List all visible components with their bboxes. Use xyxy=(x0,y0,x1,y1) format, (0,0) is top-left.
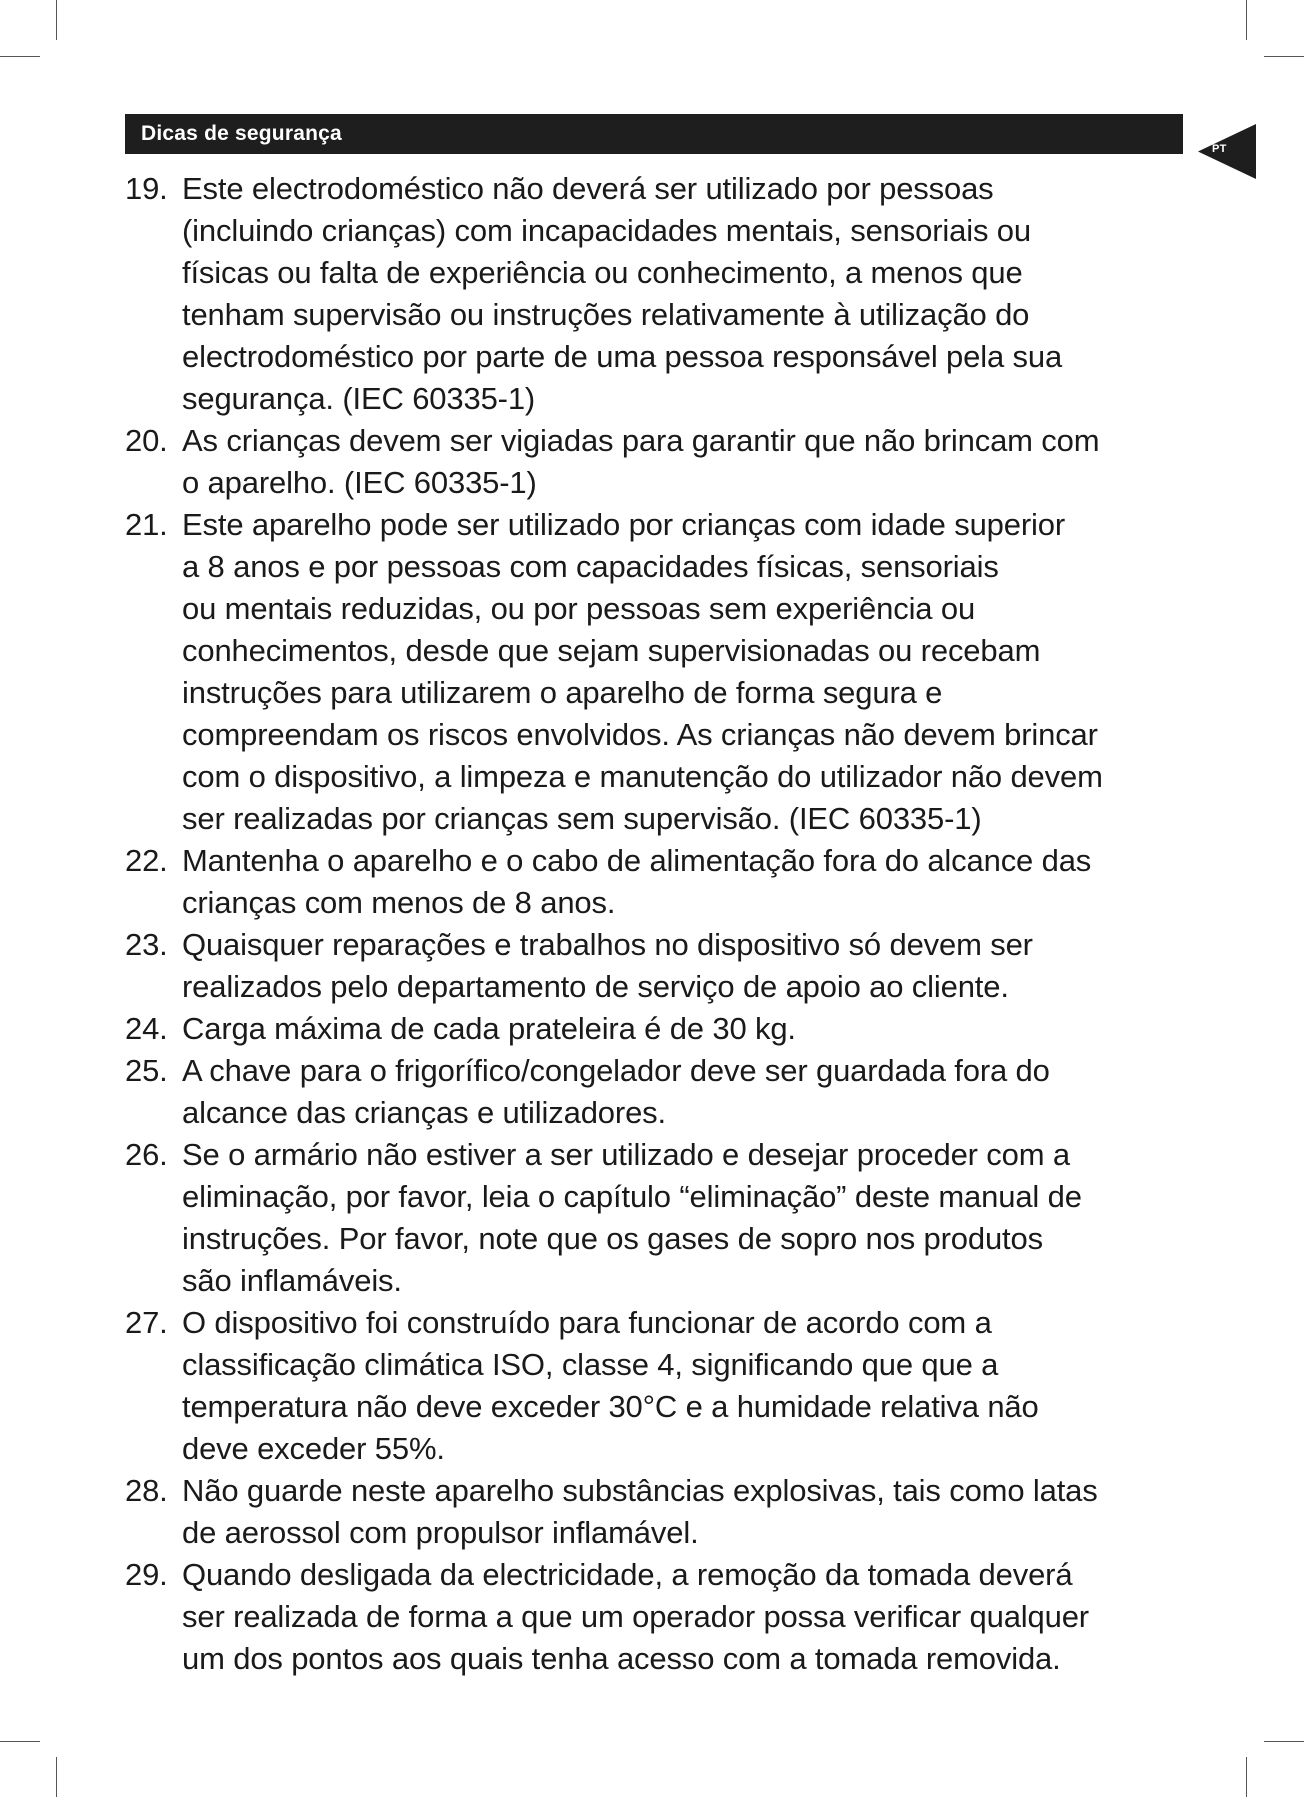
item-number: 29. xyxy=(125,1557,168,1592)
crop-mark-bottom-right-v xyxy=(1246,1757,1247,1797)
item-text-line: deve exceder 55%. xyxy=(182,1431,445,1466)
item-number: 26. xyxy=(125,1137,168,1172)
crop-mark-top-left-v xyxy=(56,0,57,40)
item-text-line: Não guarde neste aparelho substâncias explosivas, tais como latas xyxy=(182,1473,1098,1508)
language-tab xyxy=(1198,124,1256,179)
item-number: 20. xyxy=(125,423,168,458)
list-item xyxy=(125,1302,1195,1470)
item-number: 27. xyxy=(125,1305,168,1340)
item-text-line: com o dispositivo, a limpeza e manutenção do utilizador não devem xyxy=(182,759,1103,794)
list-item xyxy=(125,924,1195,1008)
list-item xyxy=(125,1134,1195,1302)
list-item xyxy=(125,840,1195,924)
language-tab-label: PT xyxy=(1212,143,1227,155)
list-item xyxy=(125,1050,1195,1134)
item-text-line: instruções para utilizarem o aparelho de forma segura e xyxy=(182,675,943,710)
item-text-line: ou mentais reduzidas, ou por pessoas sem experiência ou xyxy=(182,591,976,626)
crop-mark-top-left-h xyxy=(0,56,40,57)
item-text-line: de aerossol com propulsor inflamável. xyxy=(182,1515,699,1550)
item-text-line: físicas ou falta de experiência ou conhecimento, a menos que xyxy=(182,255,1023,290)
item-text-line: A chave para o frigorífico/congelador deve ser guardada fora do xyxy=(182,1053,1050,1088)
item-text-line: electrodoméstico por parte de uma pessoa responsável pela sua xyxy=(182,339,1063,374)
language-tab-triangle xyxy=(1198,124,1256,179)
list-item xyxy=(125,1554,1195,1680)
item-text-line: instruções. Por favor, note que os gases de sopro nos produtos xyxy=(182,1221,1043,1256)
item-text-line: Este electrodoméstico não deverá ser utilizado por pessoas xyxy=(182,171,994,206)
item-text-line: compreendam os riscos envolvidos. As crianças não devem brincar xyxy=(182,717,1098,752)
item-text-line: eliminação, por favor, leia o capítulo “eliminação” deste manual de xyxy=(182,1179,1082,1214)
item-text-line: segurança. (IEC 60335-1) xyxy=(182,381,536,416)
item-number: 28. xyxy=(125,1473,168,1508)
list-item xyxy=(125,504,1195,840)
crop-mark-top-right-h xyxy=(1264,56,1304,57)
crop-mark-bottom-left-v xyxy=(56,1757,57,1797)
item-text-line: crianças com menos de 8 anos. xyxy=(182,885,616,920)
crop-mark-bottom-left-h xyxy=(0,1741,40,1742)
item-text-line: Este aparelho pode ser utilizado por crianças com idade superior xyxy=(182,507,1066,542)
item-text-line: ser realizadas por crianças sem supervisão. (IEC 60335-1) xyxy=(182,801,982,836)
item-text-line: o aparelho. (IEC 60335-1) xyxy=(182,465,537,500)
item-text-line: Se o armário não estiver a ser utilizado e desejar proceder com a xyxy=(182,1137,1070,1172)
item-number: 23. xyxy=(125,927,168,962)
item-number: 21. xyxy=(125,507,168,542)
item-text-line: realizados pelo departamento de serviço de apoio ao cliente. xyxy=(182,969,1009,1004)
item-text-line: Quando desligada da electricidade, a remoção da tomada deverá xyxy=(182,1557,1073,1592)
item-text-line: temperatura não deve exceder 30°C e a humidade relativa não xyxy=(182,1389,1039,1424)
safety-tips-list xyxy=(125,168,1195,1680)
item-number: 25. xyxy=(125,1053,168,1088)
item-text-line: conhecimentos, desde que sejam supervisionadas ou recebam xyxy=(182,633,1041,668)
section-header-bar xyxy=(125,114,1183,154)
crop-mark-top-right-v xyxy=(1246,0,1247,40)
item-text-line: Mantenha o aparelho e o cabo de alimentação fora do alcance das xyxy=(182,843,1092,878)
item-text-line: tenham supervisão ou instruções relativamente à utilização do xyxy=(182,297,1030,332)
item-text-line: Quaisquer reparações e trabalhos no dispositivo só devem ser xyxy=(182,927,1033,962)
item-number: 22. xyxy=(125,843,168,878)
item-text-line: um dos pontos aos quais tenha acesso com a tomada removida. xyxy=(182,1641,1061,1676)
item-text-line: a 8 anos e por pessoas com capacidades físicas, sensoriais xyxy=(182,549,999,584)
list-item xyxy=(125,1008,1195,1050)
item-text-line: alcance das crianças e utilizadores. xyxy=(182,1095,666,1130)
item-text-line: (incluindo crianças) com incapacidades mentais, sensoriais ou xyxy=(182,213,1031,248)
list-item xyxy=(125,420,1195,504)
item-number: 19. xyxy=(125,171,168,206)
list-item xyxy=(125,1470,1195,1554)
item-text-line: O dispositivo foi construído para funcionar de acordo com a xyxy=(182,1305,992,1340)
item-number: 24. xyxy=(125,1011,168,1046)
crop-mark-bottom-right-h xyxy=(1264,1741,1304,1742)
item-text-line: são inflamáveis. xyxy=(182,1263,402,1298)
list-item xyxy=(125,168,1195,420)
item-text-line: classificação climática ISO, classe 4, significando que que a xyxy=(182,1347,999,1382)
item-text-line: Carga máxima de cada prateleira é de 30 kg. xyxy=(182,1011,796,1046)
item-text-line: As crianças devem ser vigiadas para garantir que não brincam com xyxy=(182,423,1100,458)
section-title: Dicas de segurança xyxy=(141,122,342,145)
item-text-line: ser realizada de forma a que um operador possa verificar qualquer xyxy=(182,1599,1089,1634)
